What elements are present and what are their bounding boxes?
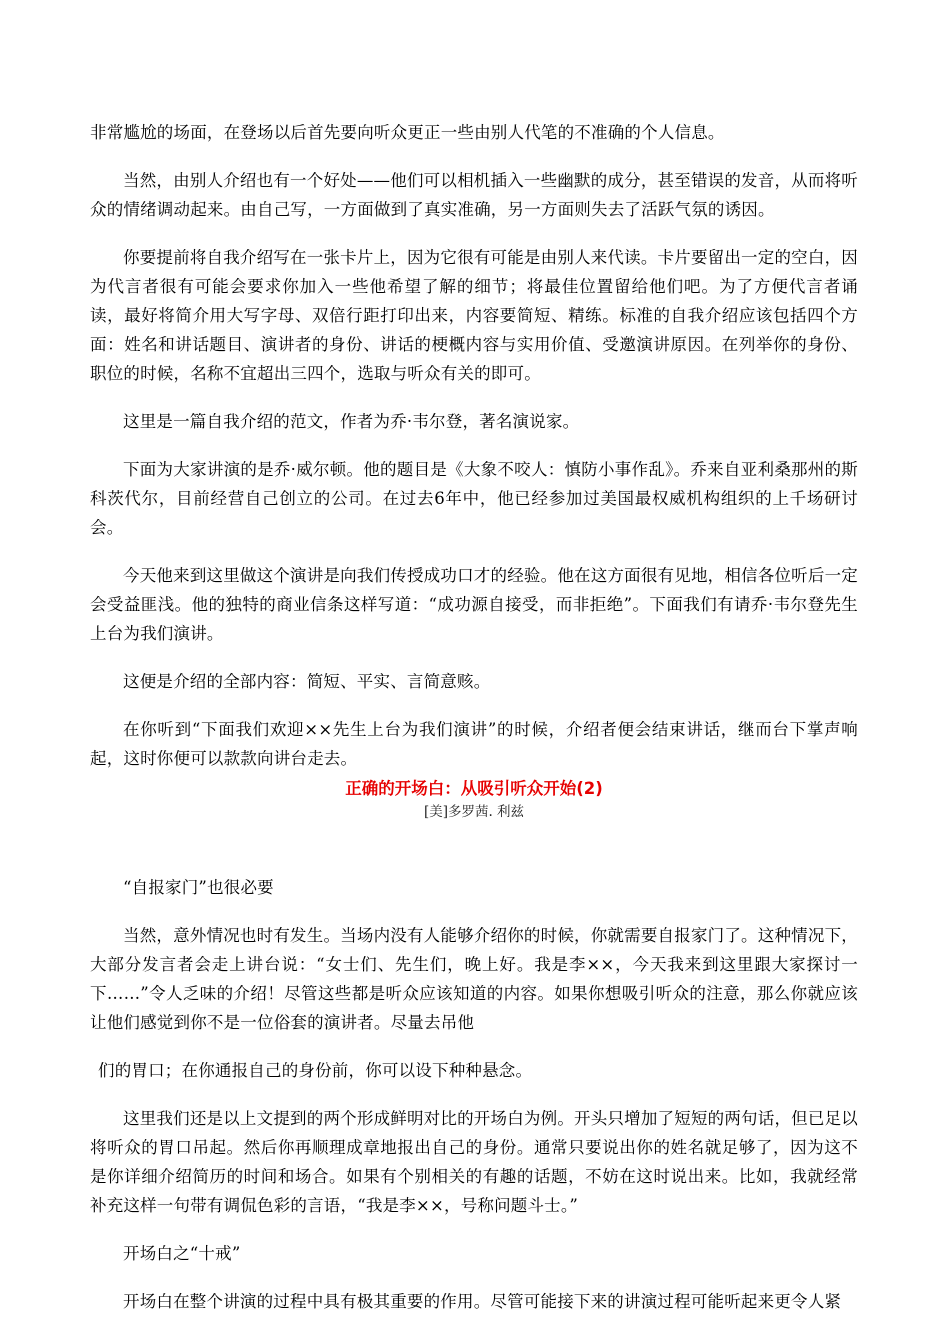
paragraph: 这里是一篇自我介绍的范文，作者为乔·韦尔登，著名演说家。: [123, 412, 580, 431]
article-author: [美]多罗茜. 利兹: [423, 804, 525, 820]
article-title: 正确的开场白：从吸引听众开始(2): [345, 779, 603, 798]
paragraph: 在你听到“下面我们欢迎××先生上台为我们演讲”的时候，介绍者便会结束讲话，继而台下掌声响起，这时你便可以款款向讲台走去。: [90, 720, 858, 768]
paragraph: 当然，由别人介绍也有一个好处——他们可以相机插入一些幽默的成分，甚至错误的发音，从而将听众的情绪调动起来。由自己写，一方面做到了真实准确，另一方面则失去了活跃气氛的诱因。: [90, 171, 858, 219]
paragraph: 下面为大家讲演的是乔·威尔顿。他的题目是《大象不咬人：慎防小事作乱》。乔来自亚利桑那州的斯科茨代尔，目前经营自己创立的公司。在过去6年中，他已经参加过美国最权威机构组织的上千场研讨会。: [90, 460, 858, 537]
paragraph-fragment: 们的胃口；在你通报自己的身份前，你可以设下种种悬念。: [98, 1061, 533, 1080]
paragraph: 开场白在整个讲演的过程中具有极其重要的作用。尽管可能接下来的讲演过程可能听起来更令人紧: [123, 1292, 842, 1311]
paragraph: 今天他来到这里做这个演讲是向我们传授成功口才的经验。他在这方面很有见地，相信各位听后一定会受益匪浅。他的独特的商业信条这样写道：“成功源自接受，而非拒绝”。下面我们有请乔·韦尔登先生上台为我们演讲。: [90, 566, 858, 643]
paragraph: 这便是介绍的全部内容：简短、平实、言简意赅。: [123, 672, 491, 691]
paragraph-continuation: 非常尴尬的场面，在登场以后首先要向听众更正一些由别人代笔的不准确的个人信息。: [90, 123, 725, 142]
document-page: [90, 118, 858, 1316]
section-heading: 开场白之“十戒”: [123, 1244, 241, 1263]
paragraph: 当然，意外情况也时有发生。当场内没有人能够介绍你的时候，你就需要自报家门了。这种情况下，大部分发言者会走上讲台说：“女士们、先生们，晚上好。我是李××，今天我来到这里跟大家探讨一下……”令人乏味的介绍！尽管这些都是听众应该知道的内容。如果你想吸引听众的注意，那么你就应该让他们感觉到你不是一位俗套的演讲者。尽量去吊他: [90, 926, 858, 1032]
section-heading: “自报家门”也很必要: [123, 878, 274, 897]
paragraph: 这里我们还是以上文提到的两个形成鲜明对比的开场白为例。开头只增加了短短的两句话，但已足以将听众的胃口吊起。然后你再顺理成章地报出自己的身份。通常只要说出你的姓名就足够了，因为这不是你详细介绍简历的时间和场合。如果有个别相关的有趣的话题，不妨在这时说出来。比如，我就经常补充这样一句带有调侃色彩的言语，“我是李××，号称问题斗士。”: [90, 1109, 858, 1215]
paragraph: 你要提前将自我介绍写在一张卡片上，因为它很有可能是由别人来代读。卡片要留出一定的空白，因为代言者很有可能会要求你加入一些他希望了解的细节；将最佳位置留给他们吧。为了方便代言者诵读，最好将简介用大写字母、双倍行距打印出来，内容要简短、精练。标准的自我介绍应该包括四个方面：姓名和讲话题目、演讲者的身份、讲话的梗概内容与实用价值、受邀演讲原因。在列举你的身份、职位的时候，名称不宜超出三四个，选取与听众有关的即可。: [90, 248, 858, 383]
